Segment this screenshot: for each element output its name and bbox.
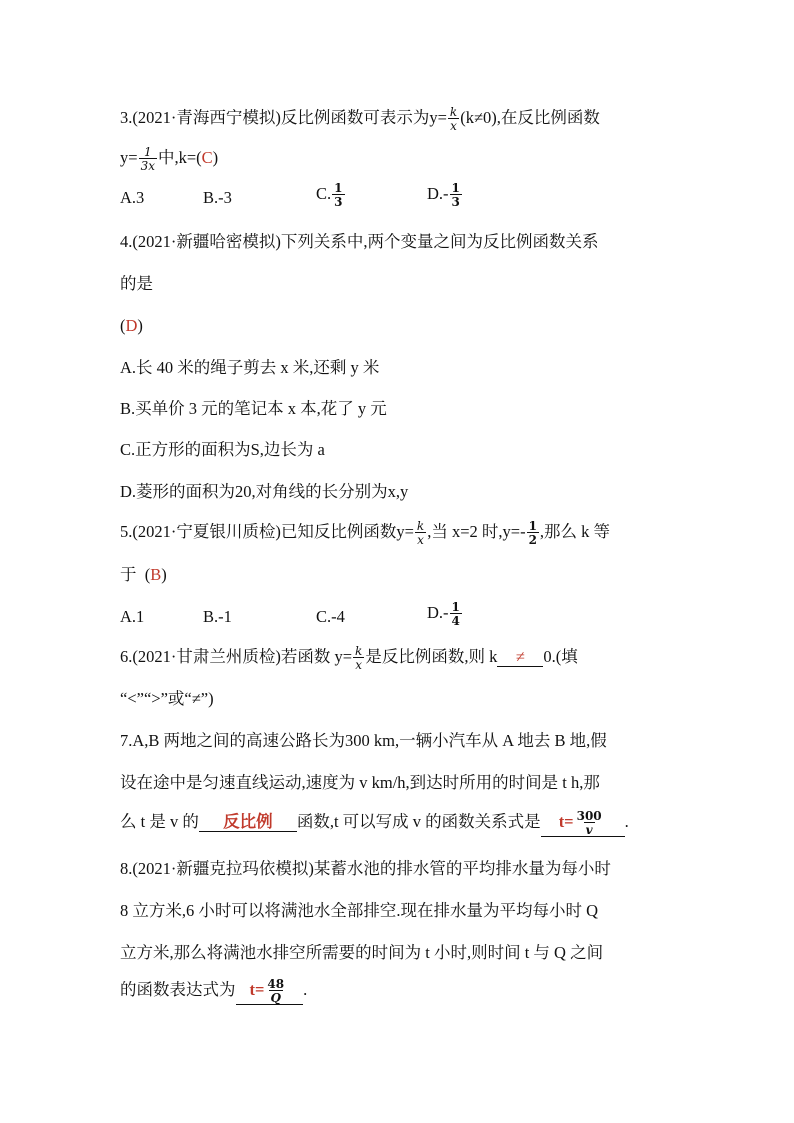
q4-option-b: B.买单价 3 元的笔记本 x 本,花了 y 元: [120, 399, 387, 418]
q5-answer: B: [150, 565, 162, 584]
q4-line1: 4.(2021·新疆哈密模拟)下列关系中,两个变量之间为反比例函数关系: [120, 232, 599, 251]
q6-fraction-k-over-x: $\frac{k}{x}$: [355, 644, 363, 672]
q8-line2: 8 立方米,6 小时可以将满池水全部排空.现在排水量为平均每小时 Q: [120, 901, 599, 920]
q5-fraction-1-over-2: $\frac{1}{2}$: [528, 519, 537, 547]
q3-option-c: C. $\frac{1}{3}$: [316, 181, 343, 209]
q5-line2: 于 (B): [120, 565, 167, 584]
q5-option-d: D.- $\frac{1}{4}$: [427, 600, 460, 628]
q7-line2: 设在途中是匀速直线运动,速度为 v km/h,到达时所用的时间是 t h,那: [120, 773, 600, 792]
q6-line2: “<”“>”或“≠”): [120, 689, 214, 708]
q5-option-a: A.1: [120, 607, 145, 626]
q3-option-b: B.-3: [203, 188, 232, 207]
q3-option-d: D.- $\frac{1}{3}$: [427, 181, 460, 209]
q3-line1: [120, 106, 600, 132]
q4-option-d: D.菱形的面积为20,对角线的长分别为x,y: [120, 482, 409, 501]
q5-fraction-k-over-x: $\frac{k}{x}$: [416, 519, 425, 547]
q8-line1: 8.(2021·新疆克拉玛依模拟)某蓄水池的排水管的平均排水量为每小时: [120, 859, 611, 878]
q8-line4: 的函数表达式为 t= $\frac{48}{Q}$ .: [120, 977, 308, 1005]
q3-line2: y= $\frac{1}{3x}$ 中,k=(C): [120, 145, 219, 173]
q5-option-c: C.-4: [316, 607, 345, 626]
q6-answer-blank: ≠: [497, 649, 543, 668]
q7-line1: 7.A,B 两地之间的高速公路长为300 km,一辆小汽车从 A 地去 B 地,假: [120, 731, 607, 750]
q6-line1: 6.(2021·甘肃兰州质检)若函数 y= $\frac{k}{x}$ 是反比例函数,则 k ≠ 0.(填: [120, 644, 578, 672]
q4-option-a: A.长 40 米的绳子剪去 x 米,还剩 y 米: [120, 358, 380, 377]
q7-answer1-blank: 反比例: [199, 814, 297, 833]
q4-line2: 的是: [120, 274, 153, 293]
q3-option-a: A.3: [120, 188, 145, 207]
q7-line3: 么 t 是 v 的 反比例 函数,t 可以写成 v 的函数关系式是 t= $\frac{300}{v}$ .: [120, 809, 629, 837]
q4-option-c: C.正方形的面积为S,边长为 a: [120, 440, 325, 459]
q7-answer2-blank: t= $\frac{300}{v}$: [541, 810, 625, 837]
q4-answer-line: (D): [120, 316, 143, 335]
q3-prefix: 3.(2021·青海西宁模拟)反比例函数可表示为y=: [120, 107, 447, 127]
q3-fraction-1-over-3x: $\frac{1}{3x}$: [140, 145, 155, 173]
q4-answer: D: [125, 316, 138, 335]
q3-answer: C: [201, 147, 213, 167]
q3-mid: (k≠0),在反比例函数: [460, 107, 600, 127]
q3-fraction-k-over-x: $\frac{k}{x}$: [449, 105, 458, 133]
q5-option-b: B.-1: [203, 607, 232, 626]
q8-line3: 立方米,那么将满池水排空所需要的时间为 t 小时,则时间 t 与 Q 之间: [120, 943, 604, 962]
q5-line1: 5.(2021·宁夏银川质检)已知反比例函数y= $\frac{k}{x}$ ,当 x=2 时,y=- $\frac{1}{2}$ ,那么 k 等: [120, 519, 611, 547]
q8-answer-blank: t= $\frac{48}{Q}$: [236, 978, 304, 1005]
